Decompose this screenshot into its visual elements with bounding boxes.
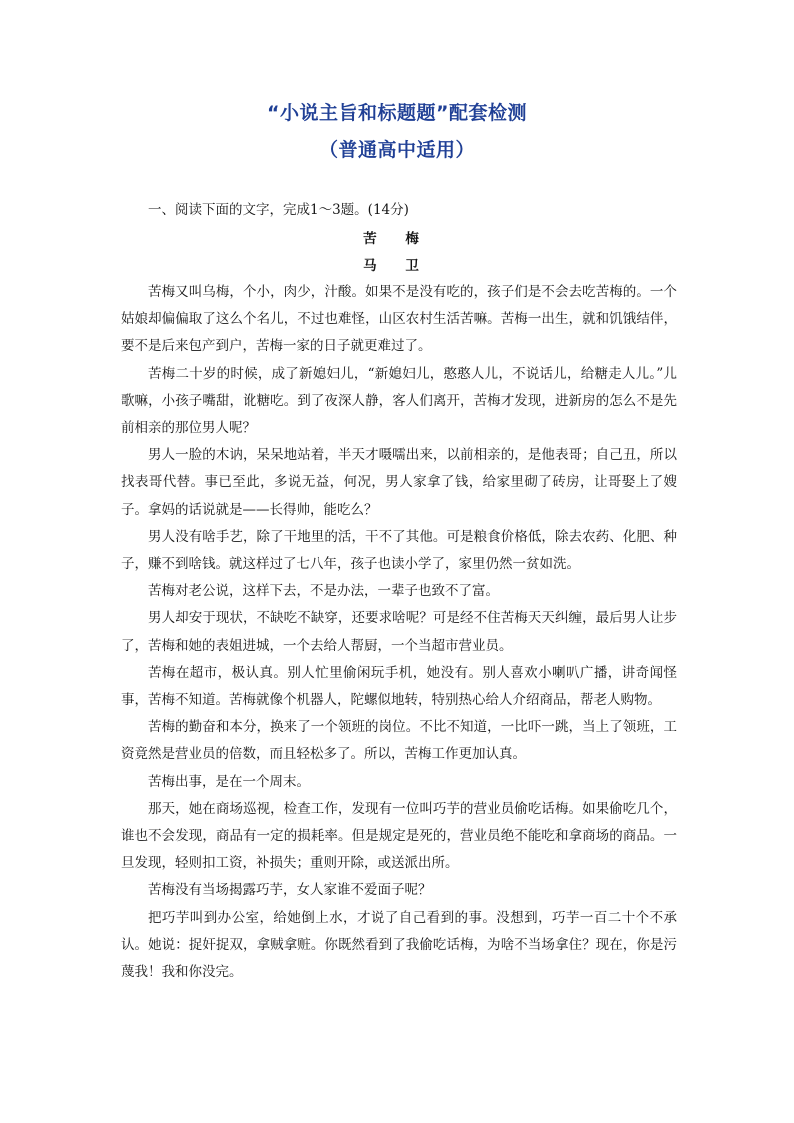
story-title: 苦 梅 — [363, 231, 431, 247]
question-instruction: 一、阅读下面的文字，完成1～3题。(14分) — [148, 202, 409, 218]
story-paragraph: 苦梅在超市，极认真。别人忙里偷闲玩手机，她没有。别人喜欢小喇叭广播，讲奇闻怪事，苦梅不知道。苦梅就像个机器人，陀螺似地转，特别热心给人介绍商品，帮老人购物。 — [121, 664, 677, 709]
story-paragraph: 男人却安于现状，不缺吃不缺穿，还要求啥呢？可是经不住苦梅天天纠缠，最后男人让步了，苦梅和她的表姐进城，一个去给人帮厨，一个当超市营业员。 — [121, 610, 677, 654]
story-paragraph: 那天，她在商场巡视，检查工作，发现有一位叫巧芋的营业员偷吃话梅。如果偷吃几个，谁也不会发现，商品有一定的损耗率。但是规定是死的，营业员绝不能吃和拿商场的商品。一旦发现，轻则扣工资，补损失；重则开除，或送派出所。 — [121, 800, 677, 872]
story-paragraph: 苦梅又叫乌梅，个小，肉少，汁酸。如果不是没有吃的，孩子们是不会去吃苦梅的。一个姑娘却偏偏取了这么个名儿，不过也难怪，山区农村生活苦嘛。苦梅一出生，就和饥饿结伴，要不是后来包产到户，苦梅一家的日子就更难过了。 — [121, 284, 677, 355]
story-paragraph: 苦梅出事，是在一个周末。 — [148, 773, 310, 790]
story-paragraph: 男人一脸的木讷，呆呆地站着，半天才嗫嚅出来，以前相亲的，是他表哥；自己丑，所以找表哥代替。事已至此，多说无益，何况，男人家拿了钱，给家里砌了砖房，让哥娶上了嫂子。拿妈的话说就是——长得帅，能吃么？ — [121, 447, 677, 518]
story-author: 马 卫 — [363, 258, 431, 274]
document-title: “小说主旨和标题题”配套检测 — [267, 102, 527, 124]
story-paragraph: 苦梅对老公说，这样下去，不是办法，一辈子也致不了富。 — [148, 583, 499, 600]
document-subtitle: （普通高中适用） — [318, 139, 475, 161]
story-paragraph: 苦梅二十岁的时候，成了新媳妇儿，“新媳妇儿，憨憨人儿，不说话儿，给糖走人儿。”儿歌嘛，小孩子嘴甜，讹糖吃。到了夜深人静，客人们离开，苦梅才发现，进新房的怎么不是先前相亲的那位男人呢？ — [121, 365, 677, 437]
story-paragraph: 男人没有啥手艺，除了干地里的活，干不了其他。可是粮食价格低，除去农药、化肥、种子，赚不到啥钱。就这样过了七八年，孩子也读小学了，家里仍然一贫如洗。 — [121, 528, 677, 573]
story-paragraph: 把巧芋叫到办公室，给她倒上水，才说了自己看到的事。没想到，巧芋一百二十个不承认。她说：捉奸捉双，拿贼拿赃。你既然看到了我偷吃话梅，为啥不当场拿住？现在，你是污蔑我！我和你没完。 — [121, 909, 677, 981]
story-body — [121, 279, 677, 986]
story-paragraph: 苦梅的勤奋和本分，换来了一个领班的岗位。不比不知道，一比吓一跳，当上了领班，工资竟然是营业员的倍数，而且轻松多了。所以，苦梅工作更加认真。 — [121, 719, 677, 763]
story-paragraph: 苦梅没有当场揭露巧芋，女人家谁不爱面子呢？ — [148, 882, 432, 899]
